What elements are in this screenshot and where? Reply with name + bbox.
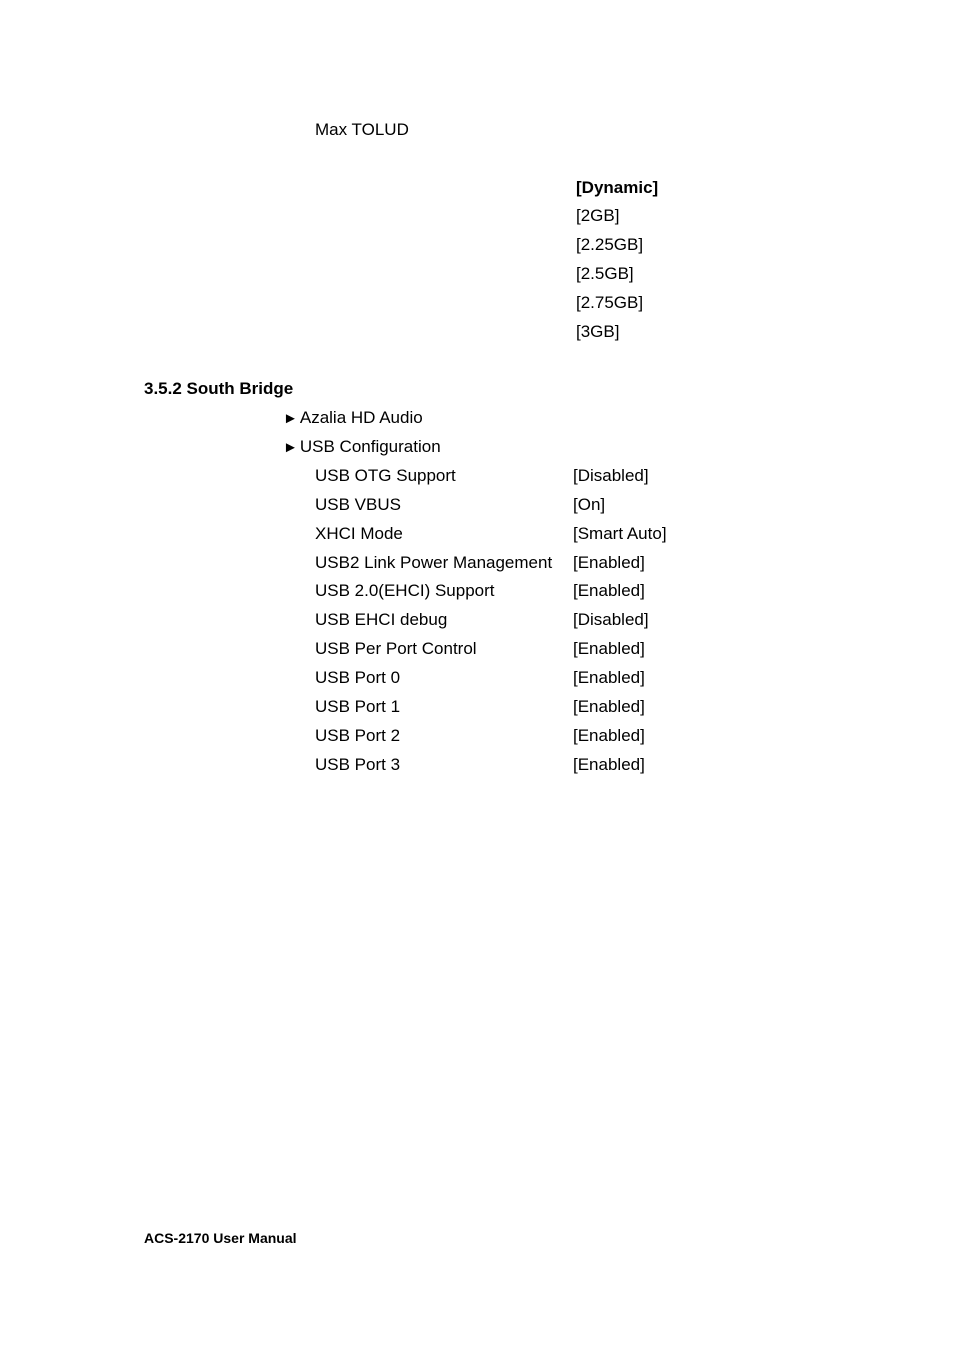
setting-value: [Disabled] bbox=[573, 610, 649, 629]
setting-value: [Enabled] bbox=[573, 668, 645, 687]
submenu-label: Azalia HD Audio bbox=[299, 408, 423, 427]
submenu-arrow-icon: ► bbox=[283, 410, 298, 427]
setting-value: [Disabled] bbox=[573, 466, 649, 485]
setting-value: [Enabled] bbox=[573, 697, 645, 716]
option-2gb: [2GB] bbox=[576, 206, 620, 225]
setting-label: USB Port 2 bbox=[315, 726, 401, 745]
option-2-5gb: [2.5GB] bbox=[576, 264, 634, 283]
setting-label: USB Port 0 bbox=[315, 668, 401, 687]
setting-label: USB EHCI debug bbox=[315, 610, 448, 629]
submenu-usb-configuration bbox=[283, 437, 441, 458]
submenu-azalia-hd-audio bbox=[283, 408, 423, 429]
page-footer: ACS-2170 User Manual bbox=[144, 1230, 297, 1246]
setting-label: XHCI Mode bbox=[315, 524, 403, 543]
setting-label: USB Port 3 bbox=[315, 755, 401, 774]
setting-label: USB Port 1 bbox=[315, 697, 401, 716]
option-3gb: [3GB] bbox=[576, 322, 620, 341]
setting-value: [Enabled] bbox=[573, 726, 645, 745]
submenu-label: USB Configuration bbox=[299, 437, 441, 456]
option-2-25gb: [2.25GB] bbox=[576, 235, 644, 254]
section-heading: 3.5.2 South Bridge bbox=[144, 379, 294, 398]
setting-value: [Enabled] bbox=[573, 581, 645, 600]
setting-label: USB VBUS bbox=[315, 495, 401, 514]
setting-value: [Enabled] bbox=[573, 639, 645, 658]
option-2-75gb: [2.75GB] bbox=[576, 293, 644, 312]
setting-value: [On] bbox=[573, 495, 606, 514]
setting-value: [Smart Auto] bbox=[573, 524, 667, 543]
setting-label: USB OTG Support bbox=[315, 466, 456, 485]
setting-value: [Enabled] bbox=[573, 755, 645, 774]
submenu-arrow-icon: ► bbox=[283, 439, 298, 456]
setting-label: USB2 Link Power Management bbox=[315, 553, 553, 572]
option-dynamic: [Dynamic] bbox=[576, 178, 659, 197]
max-tolud-label: Max TOLUD bbox=[315, 120, 409, 139]
setting-value: [Enabled] bbox=[573, 553, 645, 572]
setting-label: USB 2.0(EHCI) Support bbox=[315, 581, 495, 600]
setting-label: USB Per Port Control bbox=[315, 639, 477, 658]
